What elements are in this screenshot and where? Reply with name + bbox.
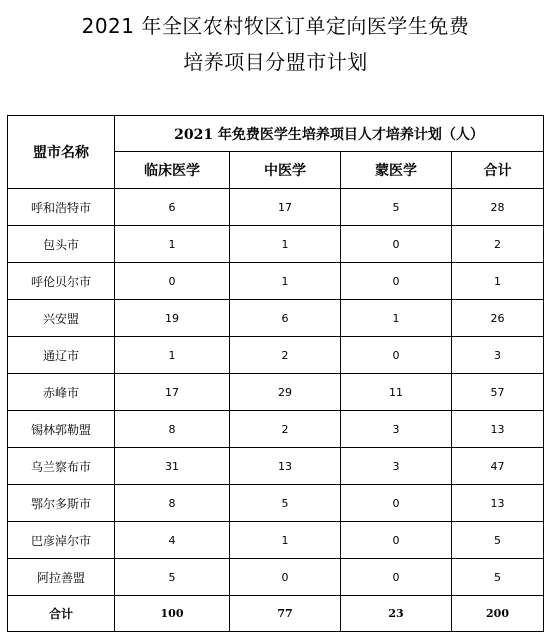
table-row <box>8 226 544 263</box>
city-name: 包头市 <box>8 226 115 263</box>
column-header-tcm: 中医学 <box>230 152 341 189</box>
mongolian-medicine-count: 0 <box>341 522 452 559</box>
row-total: 2 <box>452 226 544 263</box>
table-row <box>8 337 544 374</box>
tcm-count: 5 <box>230 485 341 522</box>
mongolian-medicine-total: 23 <box>341 596 452 632</box>
tcm-count: 2 <box>230 337 341 374</box>
training-plan-table <box>7 115 544 632</box>
city-name: 通辽市 <box>8 337 115 374</box>
document-title-line-1: 2021 年全区农村牧区订单定向医学生免费 <box>81 14 470 38</box>
mongolian-medicine-count: 0 <box>341 559 452 596</box>
row-total: 13 <box>452 411 544 448</box>
tcm-count: 17 <box>230 189 341 226</box>
table-row <box>8 448 544 485</box>
clinical-count: 19 <box>115 300 230 337</box>
tcm-count: 1 <box>230 226 341 263</box>
mongolian-medicine-count: 0 <box>341 226 452 263</box>
mongolian-medicine-count: 0 <box>341 485 452 522</box>
clinical-count: 1 <box>115 337 230 374</box>
table-row <box>8 485 544 522</box>
tcm-count: 6 <box>230 300 341 337</box>
document-title-line-2: 培养项目分盟市计划 <box>183 50 368 74</box>
mongolian-medicine-count: 0 <box>341 337 452 374</box>
city-name: 巴彦淖尔市 <box>8 522 115 559</box>
clinical-count: 5 <box>115 559 230 596</box>
mongolian-medicine-count: 3 <box>341 411 452 448</box>
clinical-count: 31 <box>115 448 230 485</box>
row-total: 28 <box>452 189 544 226</box>
grand-total: 200 <box>452 596 544 632</box>
city-column-header: 盟市名称 <box>8 116 115 189</box>
city-name: 呼和浩特市 <box>8 189 115 226</box>
clinical-count: 1 <box>115 226 230 263</box>
mongolian-medicine-count: 5 <box>341 189 452 226</box>
clinical-count: 8 <box>115 485 230 522</box>
plan-group-header: 2021 年免费医学生培养项目人才培养计划（人） <box>115 116 544 152</box>
row-total: 57 <box>452 374 544 411</box>
column-header-mongolian-medicine: 蒙医学 <box>341 152 452 189</box>
row-total: 3 <box>452 337 544 374</box>
table-row <box>8 522 544 559</box>
city-name: 兴安盟 <box>8 300 115 337</box>
column-header-total: 合计 <box>452 152 544 189</box>
row-total: 1 <box>452 263 544 300</box>
table-row <box>8 300 544 337</box>
mongolian-medicine-count: 3 <box>341 448 452 485</box>
row-total: 5 <box>452 522 544 559</box>
mongolian-medicine-count: 1 <box>341 300 452 337</box>
mongolian-medicine-count: 0 <box>341 263 452 300</box>
tcm-count: 29 <box>230 374 341 411</box>
tcm-count: 2 <box>230 411 341 448</box>
table-row <box>8 374 544 411</box>
clinical-count: 8 <box>115 411 230 448</box>
city-name: 鄂尔多斯市 <box>8 485 115 522</box>
row-total: 5 <box>452 559 544 596</box>
tcm-count: 1 <box>230 522 341 559</box>
clinical-count: 6 <box>115 189 230 226</box>
table-row <box>8 189 544 226</box>
city-name: 赤峰市 <box>8 374 115 411</box>
total-row <box>8 596 544 632</box>
city-name: 阿拉善盟 <box>8 559 115 596</box>
city-name: 锡林郭勒盟 <box>8 411 115 448</box>
table-row <box>8 411 544 448</box>
clinical-count: 17 <box>115 374 230 411</box>
city-name: 乌兰察布市 <box>8 448 115 485</box>
tcm-count: 1 <box>230 263 341 300</box>
table-row <box>8 559 544 596</box>
city-name: 呼伦贝尔市 <box>8 263 115 300</box>
row-total: 47 <box>452 448 544 485</box>
mongolian-medicine-count: 11 <box>341 374 452 411</box>
clinical-count: 0 <box>115 263 230 300</box>
table-row <box>8 263 544 300</box>
clinical-total: 100 <box>115 596 230 632</box>
total-label: 合计 <box>8 596 115 632</box>
tcm-total: 77 <box>230 596 341 632</box>
row-total: 13 <box>452 485 544 522</box>
clinical-count: 4 <box>115 522 230 559</box>
tcm-count: 13 <box>230 448 341 485</box>
tcm-count: 0 <box>230 559 341 596</box>
column-header-clinical: 临床医学 <box>115 152 230 189</box>
row-total: 26 <box>452 300 544 337</box>
